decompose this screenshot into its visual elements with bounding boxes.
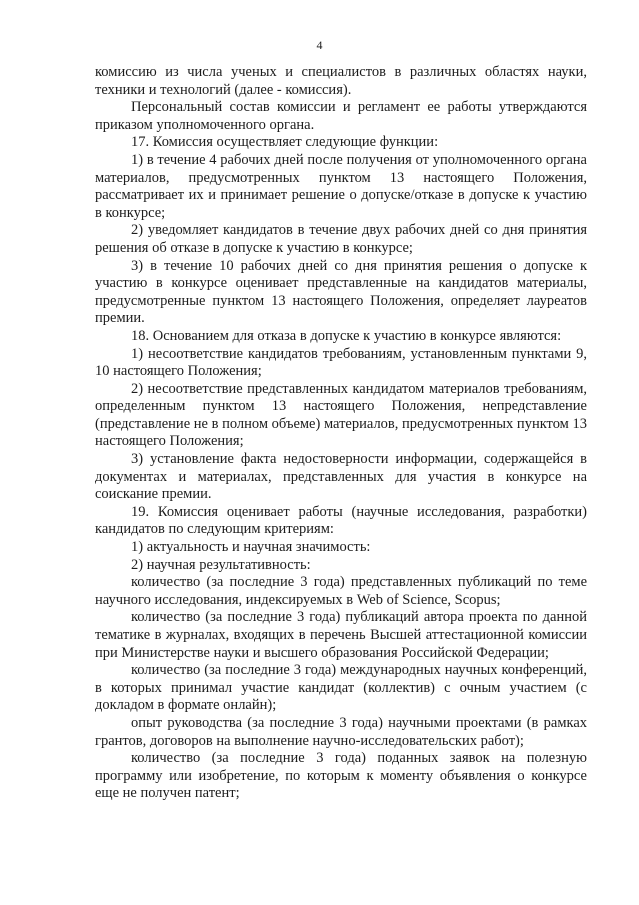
document-body (95, 64, 587, 803)
criterion-publications-wos-scopus: количество (за последние 3 года) представленных публикаций по теме научного исследования, индексируемых в Web of Science, Scopus; (95, 574, 587, 608)
criterion-patent-applications: количество (за последние 3 года) поданных заявок на полезную программу или изобретение, по которым к моменту объявления о конкурсе еще не получен патент; (95, 750, 587, 802)
paragraph-commission-composition: Персональный состав комиссии и регламент ее работы утверждаются приказом уполномоченного органа. (95, 99, 587, 133)
clause-17-heading: 17. Комиссия осуществляет следующие функции: (131, 134, 439, 151)
paragraph-continuation: комиссию из числа ученых и специалистов в различных областях науки, техники и технологий (далее - комиссия). (95, 64, 587, 98)
clause-18-item-1: 1) несоответствие кандидатов требованиям, установленным пунктами 9, 10 настоящего Положения; (95, 345, 587, 380)
clause-18-item-3: 3) установление факта недостоверности информации, содержащейся в документах и материалах, представленных для участия в конкурсе на соискание премии. (95, 451, 587, 503)
criterion-project-leadership: опыт руководства (за последние 3 года) научными проектами (в рамках грантов, договоров на выполнение научно-исследовательских работ); (95, 714, 587, 749)
clause-19-heading: 19. Комиссия оценивает работы (научные исследования, разработки) кандидатов по следующим критериям: (95, 503, 587, 538)
clause-17-item-3: 3) в течение 10 рабочих дней со дня принятия решения о допуске к участию в конкурсе оценивает представленные на кандидатов материалы, предусмотренные пунктом 13 настоящего Положения, определяет лауреатов премии. (95, 257, 587, 327)
clause-19-item-1: 1) актуальность и научная значимость: (131, 539, 371, 556)
clause-17-item-1: 1) в течение 4 рабочих дней после получения от уполномоченного органа материалов, предусмотренных пунктом 13 настоящего Положения, рассматривает их и принимает решение о допуске/отказе в допуске к участию в конкурсе; (95, 151, 587, 221)
clause-18-item-2: 2) несоответствие представленных кандидатом материалов требованиям, определенным пунктом 13 настоящего Положения, непредставление (представление не в полном объеме) материалов, предусмотренных пунктом 13 настоящего Положения; (95, 380, 587, 450)
clause-19-item-2: 2) научная результативность: (131, 556, 311, 573)
clause-18-heading: 18. Основанием для отказа в допуске к участию в конкурсе являются: (131, 327, 562, 344)
criterion-publications-vak: количество (за последние 3 года) публикаций автора проекта по данной тематике в журналах, входящих в перечень Высшей аттестационной комиссии при Министерстве науки и высшего образования Российской Федерации; (95, 609, 587, 661)
clause-17-item-2: 2) уведомляет кандидатов в течение двух рабочих дней со дня принятия решения об отказе в допуске к участию в конкурсе; (95, 222, 587, 256)
page-number: 4 (316, 38, 323, 52)
criterion-conferences: количество (за последние 3 года) международных научных конференций, в которых принимал участие кандидат (коллектив) с очным участием (с докладом в формате онлайн); (95, 662, 587, 714)
